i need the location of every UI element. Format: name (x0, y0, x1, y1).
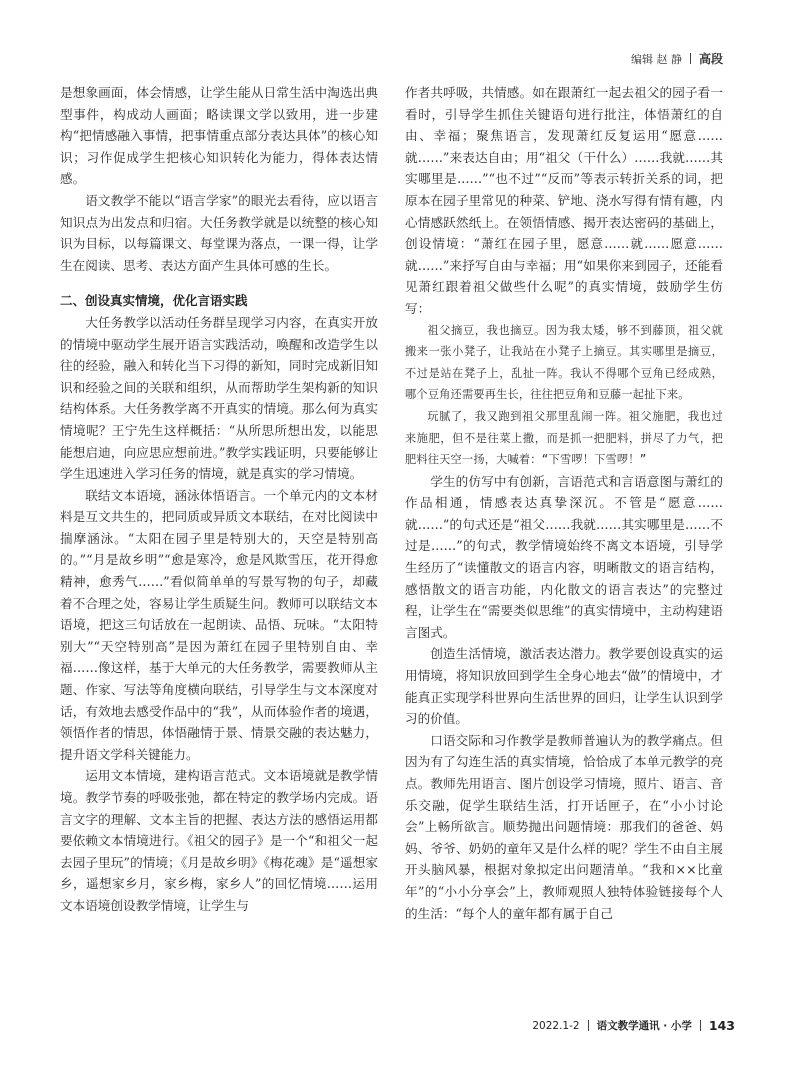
footer-divider (588, 1020, 589, 1031)
paragraph: 运用文本情境，建构语言范式。文本语境就是教学情境。教学节奏的呼吸张弛，都在特定的教学场内完成。语言文字的理解、文本主旨的把握、表达方法的感悟运用都要依赖文本情境进行。《祖父的园子》是一个“和祖父一起去园子里玩”的情境；《月是故乡明》《梅花魂》是“遥想家乡，遥想家乡月，家乡梅，家乡人”的回忆情境……运用文本语境创设教学情境，让学生与 (60, 768, 378, 913)
paragraph: 作者共呼吸，共情感。如在跟萧红一起去祖父的园子看一看时，引导学生抓住关键语句进行批注，体悟萧红的自由、幸福；聚焦语言，发现萧红反复运用“愿意……就……”来表达自由；用“祖父（干什么）……我就……其实哪里是……”“也不过”“反而”等表示转折关系的词，把原本在园子里常见的种菜、铲地、浇水写得有情有趣，内心情感跃然纸上。在领悟情感、揭开表达密码的基础上，创设情境：“萧红在园子里，愿意……就……愿意……就……”来抒写自由与幸福；用“如果你来到园子，还能看见萧红跟着祖父做些什么呢”的真实情境，鼓励学生仿写： (405, 85, 723, 316)
paragraph: 口语交际和习作教学是教师普遍认为的教学痛点。但因为有了勾连生活的真实情境，恰恰成了本单元教学的亮点。教师先用语言、图片创设学习情境，照片、语言、音乐交融，促学生联结生活，打开话匣子，在“小小讨论会”上畅所欲言。顺势抛出问题情境：那我们的爸爸、妈妈、爷爷、奶奶的童年又是什么样的呢？学生不由自主展开头脑风暴，根据对象拟定出问题清单。“我和××比童年”的“小小分享会”上，教师观照人独特体验链接每个人的生活：“每个人的童年都有属于自己 (405, 732, 723, 921)
section-heading: 二、创设真实情境，优化言语实践 (60, 293, 248, 309)
header-divider (690, 53, 691, 64)
paragraph: 学生的仿写中有创新，言语范式和言语意图与萧红的作品相通，情感表达真挚深沉。不管是“愿意……就……”的句式还是“祖父……我就……其实哪里是……不过是……”的句式，教学情境始终不离文本语境，引导学生经历了“读懂散文的语言内容，明晰散文的语言结构，感悟散文的语言功能，内化散文的语言表达”的完整过程，让学生在“需要类似思维”的真实情境中，主动构建语言图式。 (405, 473, 723, 640)
paragraph: 是想象画面，体会情感，让学生能从日常生活中淘选出典型事件，构成动人画面；略读课文学以致用，进一步建构“把情感融入事情，把事情重点部分表达具体”的核心知识；习作促成学生把核心知识转化为能力，得体表达情感。 (60, 85, 378, 187)
student-sample-2: 玩腻了，我又跑到祖父那里乱闹一阵。祖父施肥，我也过来施肥，但不是往菜上撒，而是抓一把肥料，拼尽了力气，把肥料往天空一扬，大喊着：“下雪啰！下雪啰！” (405, 409, 723, 467)
footer-divider (700, 1020, 701, 1031)
student-sample-1: 祖父摘豆，我也摘豆。因为我太矮，够不到藤顶，祖父就搬来一张小凳子，让我站在小凳子上摘豆。其实哪里是摘豆，不过是站在凳子上，乱扯一阵。我认不得哪个豆角已经成熟，哪个豆角还需要再生长，往往把豆角和豆藤一起扯下来。 (405, 323, 723, 402)
paragraph: 大任务教学以活动任务群呈现学习内容，在真实开放的情境中驱动学生展开语言实践活动，唤醒和改造学生以往的经验，融入和转化当下习得的新知，同时完成新旧知识和经验之间的关联和组织，从而帮助学生架构新的知识结构体系。大任务教学离不开真实的情境。那么何为真实情境呢？王宁先生这样概括：“从所思所想出发，以能思能想启迪，向应思应想前进。”教学实践证明，只要能够让学生迅速进入学习任务的情境，就是真实的学习情境。 (60, 314, 378, 482)
journal-name: 语文教学通讯 · 小学 (596, 1020, 692, 1032)
page-number: 143 (708, 1018, 735, 1033)
left-column (60, 82, 378, 917)
section-label: 高段 (698, 52, 723, 66)
editor-credit: 编辑 赵 静 (630, 52, 682, 66)
right-column (405, 82, 723, 924)
paragraph: 联结文本语境，涵泳体悟语言。一个单元内的文本材料是互文共生的，把同质或异质文本联结，在对比阅读中揣摩涵泳。“太阳在园子里是特别大的，天空是特别高的。”“月是故乡明”“愈是寒冷，愈是风欺雪压，花开得愈精神，愈秀气……”看似简单单的写景写物的句子，却藏着不合理之处，容易让学生质疑生问。教师可以联结文本语境，把这三句话放在一起朗读、品悟、玩味。“太阳特别大”“天空特别高”是因为萧红在园子里特别自由、幸福……像这样，基于大单元的大任务教学，需要教师从主题、作家、写法等角度横向联结，引导学生与文本深度对话，有效地去感受作品中的“我”，从而体验作者的境遇，领悟作者的情思，体悟融情于景、情景交融的表达魅力，提升语文学科关键能力。 (60, 487, 378, 762)
issue-number: 2022.1-2 (532, 1019, 580, 1032)
page-footer (532, 1018, 735, 1033)
page-header (631, 50, 723, 67)
paragraph: 语文教学不能以“语言学家”的眼光去看待，应以语言知识点为出发点和归宿。大任务教学就是以统整的核心知识为目标，以每篇课文、每堂课为落点，一课一得，让学生在阅读、思考、表达方面产生具体可感的生长。 (60, 192, 378, 273)
paragraph: 创造生活情境，激活表达潜力。教学要创设真实的运用情境，将知识放回到学生全身心地去“做”的情境中，才能真正实现学科世界向生活世界的回归，让学生认识到学习的价值。 (405, 646, 723, 727)
